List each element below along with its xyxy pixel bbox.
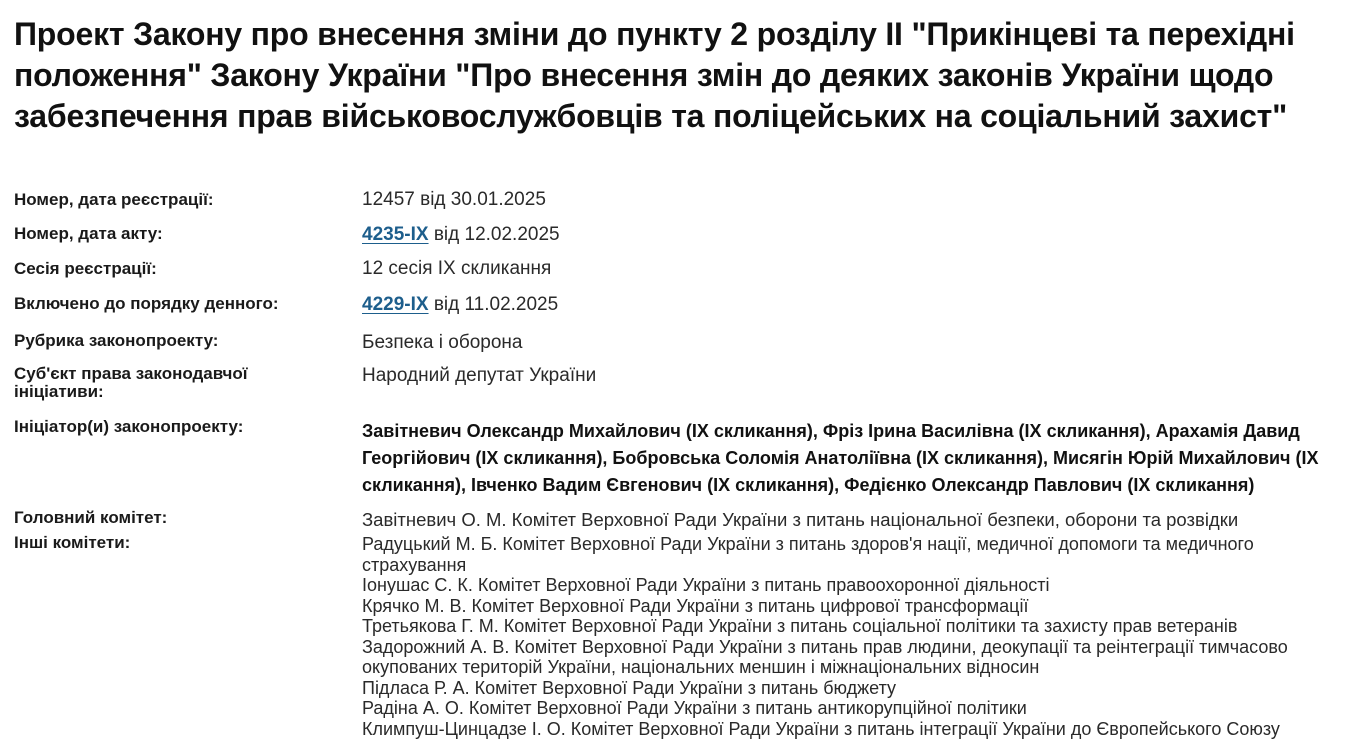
agenda-row bbox=[14, 295, 1354, 332]
subject-row bbox=[14, 365, 1354, 418]
subject-value: Народний депутат України bbox=[362, 365, 597, 386]
committee-item: Третьякова Г. М. Комітет Верховної Ради України з питань соціальної політики та захисту прав ветеранів bbox=[362, 616, 1238, 636]
committee-item: Крячко М. В. Комітет Верховної Ради України з питань цифрової трансформації bbox=[362, 595, 1029, 616]
committee-item: Задорожний А. В. Комітет Верховної Ради України з питань прав людини, деокупації та реінтеграції тимчасово окупованих територій України, національних меншин і міжнаціональних відносин bbox=[362, 636, 1288, 677]
committee-item: Підласа Р. А. Комітет Верховної Ради України з питань бюджету bbox=[362, 677, 897, 698]
rubric-value: Безпека і оборона bbox=[362, 332, 523, 353]
act-date: від 12.02.2025 bbox=[428, 224, 560, 245]
act-value bbox=[362, 224, 1354, 246]
agenda-label: Включено до порядку денного: bbox=[14, 294, 279, 313]
agenda-number-link[interactable]: 4229-IX bbox=[362, 294, 429, 315]
subject-label: Суб'єкт права законодавчої ініціативи: bbox=[14, 364, 248, 401]
other-committees-row bbox=[14, 534, 1354, 739]
registration-label: Номер, дата реєстрації: bbox=[14, 190, 214, 209]
agenda-date: від 11.02.2025 bbox=[428, 294, 559, 315]
registration-row bbox=[14, 188, 1354, 225]
main-committee-value: Завітневич О. М. Комітет Верховної Ради України з питань національної безпеки, оборони та розвідки bbox=[362, 509, 1239, 530]
other-committees-list bbox=[362, 534, 1354, 739]
committee-item: Іонушас С. К. Комітет Верховної Ради України з питань правоохоронної діяльності bbox=[362, 575, 1050, 595]
main-committee-row bbox=[14, 509, 1354, 534]
main-committee-label: Головний комітет: bbox=[14, 508, 168, 527]
act-label: Номер, дата акту: bbox=[14, 224, 163, 243]
session-row bbox=[14, 260, 1354, 295]
session-label: Сесія реєстрації: bbox=[14, 259, 157, 278]
initiators-row bbox=[14, 418, 1354, 509]
registration-value: 12457 від 30.01.2025 bbox=[362, 189, 546, 210]
rubric-row bbox=[14, 332, 1354, 365]
page-title: Проект Закону про внесення зміни до пункту 2 розділу ІІ "Прикінцеві та перехідні положення" Закону України "Про внесення змін до деяких законів України щодо забезпечення прав військовослужбовців та поліцейських на соціальний захист" bbox=[14, 16, 1295, 134]
initiators-value: Завітневич Олександр Михайлович (IX скликання), Фріз Ірина Василівна (IX скликання), Арахамія Давид Георгійович (IX скликання), Бобровська Соломія Анатоліївна (IX скликання), Мисягін Юрій Михайлович (IX скликання), Івченко Вадим Євгенович (IX скликання), Федієнко Олександр Павлович (IX скликання) bbox=[362, 421, 1319, 495]
committee-item: Климпуш-Цинцадзе І. О. Комітет Верховної Ради України з питань інтеграції України до Європейського Союзу bbox=[362, 718, 1280, 739]
act-number-link[interactable]: 4235-IX bbox=[362, 224, 429, 245]
initiators-label: Ініціатор(и) законопроекту: bbox=[14, 417, 244, 436]
session-value: 12 сесія IX скликання bbox=[362, 258, 552, 279]
act-row bbox=[14, 225, 1354, 260]
committee-item: Радуцький М. Б. Комітет Верховної Ради України з питань здоров'я нації, медичної допомоги та медичного страхування bbox=[362, 534, 1254, 575]
committee-item: Радіна А. О. Комітет Верховної Ради України з питань антикорупційної політики bbox=[362, 698, 1027, 718]
other-committees-label: Інші комітети: bbox=[14, 533, 131, 552]
agenda-value bbox=[362, 294, 1354, 316]
bill-info-table bbox=[14, 188, 1354, 739]
rubric-label: Рубрика законопроекту: bbox=[14, 331, 219, 350]
